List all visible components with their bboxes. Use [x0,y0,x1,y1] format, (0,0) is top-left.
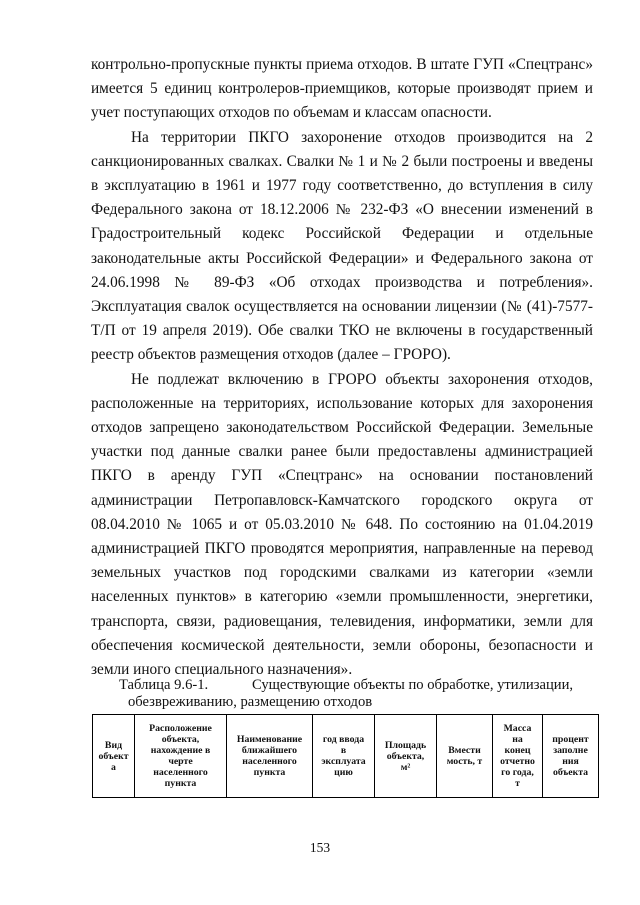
header-object-type: Вид объект а [93,715,135,798]
header-capacity: Вмести мость, т [437,715,493,798]
objects-table [92,714,599,798]
paragraph-continuation: контрольно-пропускные пункты приема отходов. В штате ГУП «Спецтранс» имеется 5 единиц контролеров-приемщиков, которые производят прием и учет поступающих отходов по объемам и классам опасности. [91,56,593,122]
table-caption [119,677,589,711]
header-mass: Масса на конец отчетно го года, т [493,715,543,798]
paragraph-landfills: На территории ПКГО захоронение отходов производится на 2 санкционированных свалках. Свалки № 1 и № 2 были построены и введены в эксплуатацию в 1961 и 1977 году соответственно, до вступления в силу Федерального закона от 18.12.2006 № 232-ФЗ «О внесении изменений в Градостроительный кодекс Российской Федерации и отдельные законодательные акты Российской Федерации» и Федерального закона от 24.06.1998 № 89-ФЗ «Об отходах производства и потребления». Эксплуатация свалок осуществляется на основании лицензии (№ (41)-7577-Т/П от 19 апреля 2019). Обе свалки ТКО не включены в государственный реестр объектов размещения отходов (далее – ГРОРО). [91,128,593,364]
page-number: 153 [309,840,331,855]
header-nearest-settlement: Наименование ближайшего населенного пункта [227,715,313,798]
header-year: год ввода в эксплуата цию [313,715,375,798]
table-number: Таблица 9.6-1. [119,677,209,693]
table-header-row [93,715,599,798]
table-title-line1: Существующие объекты по обработке, утилизации, [252,677,574,693]
header-fill-percent: процент заполне ния объекта [543,715,599,798]
header-area: Площадь объекта, м² [375,715,437,798]
table-title-line2: обезвреживанию, размещению отходов [128,694,373,710]
paragraph-groro: Не подлежат включению в ГРОРО объекты захоронения отходов, расположенные на территориях, использование которых для захоронения отходов запрещено законодательством Российской Федерации. Земельные участки под данные свалки ранее были предоставлены администрацией ПКГО в аренду ГУП «Спецтранс» на основании постановлений администрации Петропавловск-Камчатского городского округа от 08.04.2010 № 1065 и от 05.03.2010 № 648. По состоянию на 01.04.2019 администрацией ПКГО проводятся мероприятия, направленные на перевод земельных участков под городскими свалками из категории «земли населенных пунктов» в категорию «земли промышленности, энергетики, транспорта, связи, радиовещания, телевидения, информатики, земли для обеспечения космической деятельности, земли обороны, безопасности и земли иного специального назначения». [91,370,593,679]
body-text [91,53,593,682]
header-location: Расположение объекта, нахождение в черте населенного пункта [135,715,227,798]
